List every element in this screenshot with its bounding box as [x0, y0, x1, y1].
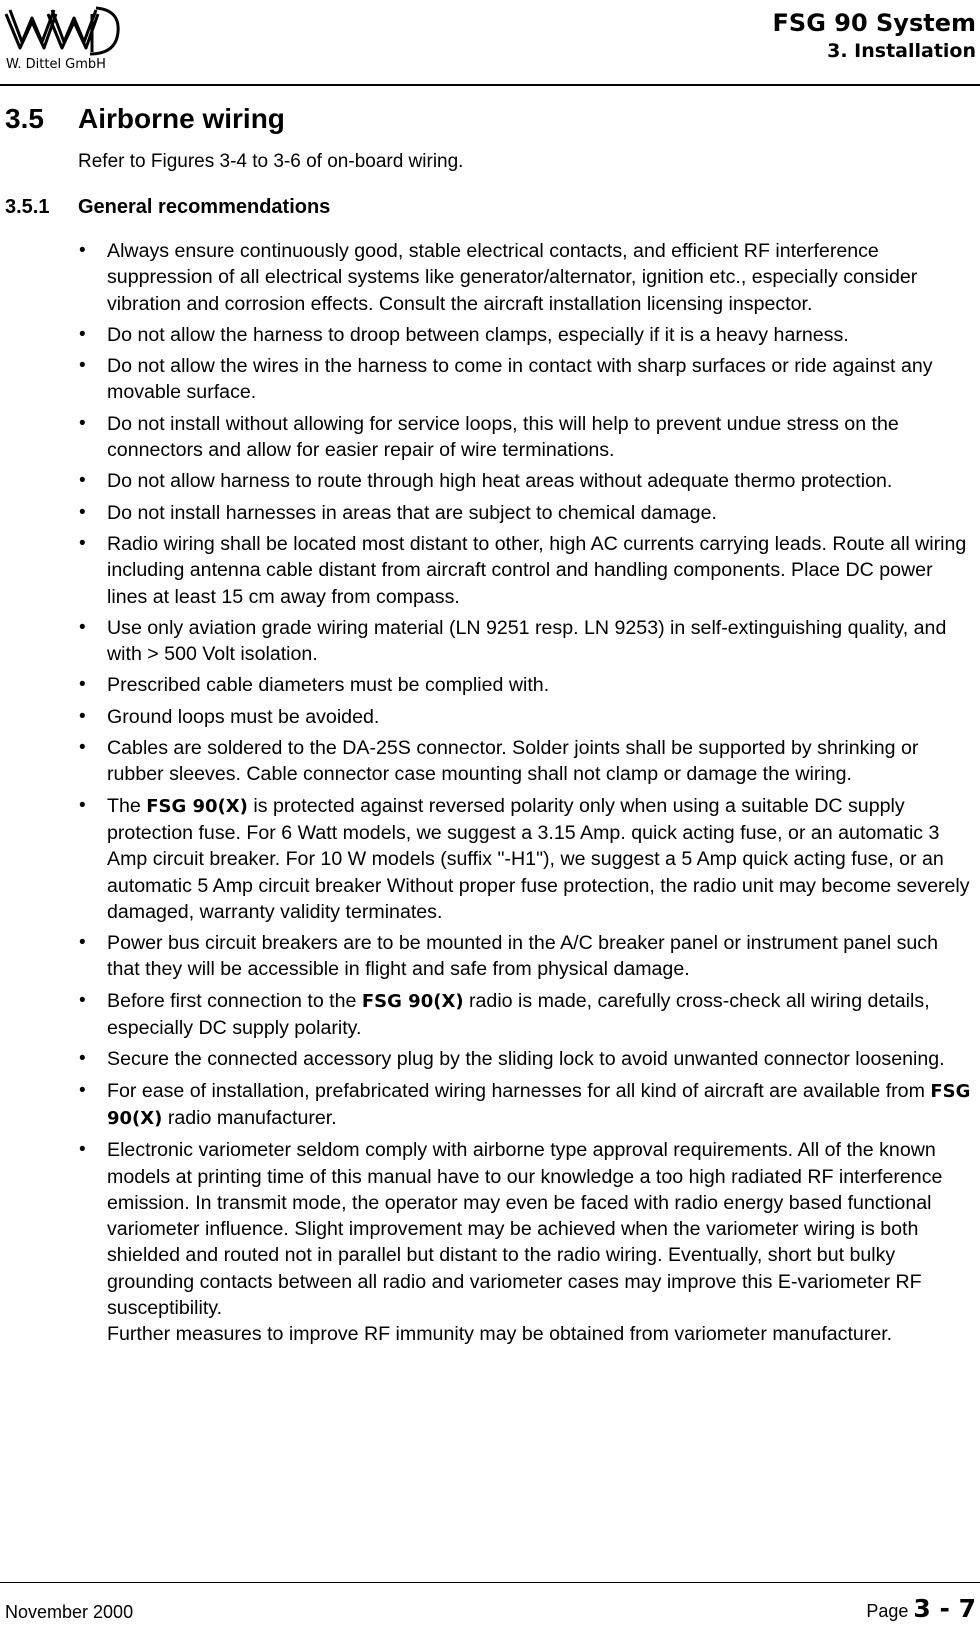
- brand-name: FSG 90(X): [107, 1080, 971, 1129]
- brand-name: FSG 90(X): [361, 990, 464, 1012]
- list-item: • Do not install without allowing for service loops, this will help to prevent undue stress on the connectors and allow for easier repair of wire terminations.: [79, 412, 899, 462]
- recommendations-list: [0, 238, 980, 1353]
- bullet-icon: •: [79, 470, 86, 492]
- list-item: • The FSG 90(X) is protected against reversed polarity only when using a suitable DC supply protection fuse. For 6 Watt models, we suggest a 3.15 Amp. quick acting fuse, or an automatic 3 Amp circuit breaker. For 10 W models (suffix "-H1"), we suggest a 5 Amp quick acting fuse, or an automatic 5 Amp circuit breaker Without proper fuse protection, the radio unit may become severely damaged, warranty validity terminates.: [79, 794, 970, 923]
- header-block: [773, 8, 976, 64]
- list-item: • Power bus circuit breakers are to be mounted in the A/C breaker panel or instrument panel such that they will be accessible in flight and safe from physical damage.: [79, 932, 939, 981]
- list-item: • Do not allow the harness to droop between clamps, especially if it is a heavy harness.: [0, 322, 980, 348]
- page-label: Page: [866, 1601, 914, 1621]
- bullet-icon: •: [79, 1048, 86, 1070]
- bullet-icon: •: [79, 989, 86, 1011]
- page-number: 3 - 7: [913, 1594, 976, 1623]
- footer-page: [866, 1594, 976, 1623]
- bullet-icon: •: [79, 1139, 86, 1161]
- brand-name: FSG 90(X): [146, 795, 248, 817]
- section-title: Airborne wiring: [78, 103, 285, 134]
- document-title: FSG 90 System: [772, 9, 976, 37]
- subsection-title: General recommendations: [78, 196, 331, 218]
- company-name: W. Dittel GmbH: [6, 57, 106, 72]
- dittel-logo-icon: [4, 2, 122, 60]
- chapter-title: 3. Installation: [827, 40, 976, 62]
- bullet-icon: •: [79, 616, 86, 638]
- list-item: • Prescribed cable diameters must be complied with.: [0, 672, 980, 698]
- intro-text: Refer to Figures 3-4 to 3-6 of on-board wiring.: [78, 151, 464, 172]
- section-number: 3.5: [5, 103, 44, 134]
- footer-rule: [0, 1582, 980, 1583]
- bullet-icon: •: [79, 674, 86, 696]
- bullet-icon: •: [79, 532, 86, 554]
- list-item: • Before first connection to the FSG 90(X) radio is made, carefully cross-check all wiring details, especially DC supply polarity.: [79, 989, 930, 1040]
- list-item: • Secure the connected accessory plug by the sliding lock to avoid unwanted connector loosening.: [0, 1046, 980, 1072]
- bullet-icon: •: [79, 240, 86, 261]
- list-item: • Ground loops must be avoided.: [0, 704, 980, 730]
- bullet-icon: •: [79, 932, 86, 954]
- list-item: • Radio wiring shall be located most distant to other, high AC currents carrying leads. Route all wiring including antenna cable distant from aircraft control and handling components. Place DC power lines at least 15 cm away from compass.: [79, 532, 967, 608]
- list-item: • For ease of installation, prefabricated wiring harnesses for all kind of aircraft are available from FSG 90(X) radio manufacturer.: [79, 1079, 971, 1129]
- header-rule: [0, 84, 980, 86]
- bullet-icon: •: [79, 705, 86, 727]
- list-item: • Cables are soldered to the DA-25S connector. Solder joints shall be supported by shrinking or rubber sleeves. Cable connector case mounting shall not clamp or damage the wiring.: [79, 737, 919, 786]
- subsection-heading: [5, 196, 330, 219]
- list-item: • Electronic variometer seldom comply with airborne type approval requirements. All of the known models at printing time of this manual have to our knowledge a too high radiated RF interference emission. In transmit mode, the operator may even be faced with radio energy based functional variometer influence. Slight improvement may be achieved when the variometer wiring is both shielded and routed not in parallel but distant to the radio wiring. Eventually, short but bulky grounding contacts between all radio and variometer cases may improve this E-variometer RF susceptibility. Further measures to improve RF immunity may be obtained from variometer manufacturer.: [79, 1139, 943, 1346]
- bullet-icon: •: [79, 1079, 86, 1101]
- list-item: • Always ensure continuously good, stable electrical contacts, and efficient RF interference suppression of all electrical systems like generator/alternator, ignition etc., especially consider vibration and corrosion effects. Consult the aircraft installation licensing inspector.: [79, 240, 918, 315]
- bullet-icon: •: [79, 355, 86, 377]
- footer-date: November 2000: [5, 1602, 134, 1622]
- list-item: • Use only aviation grade wiring material (LN 9251 resp. LN 9253) in self-extinguishing quality, and with > 500 Volt isolation.: [79, 616, 947, 666]
- subsection-number: 3.5.1: [5, 196, 50, 218]
- list-item: • Do not install harnesses in areas that are subject to chemical damage.: [0, 500, 980, 526]
- list-item: • Do not allow the wires in the harness to come in contact with sharp surfaces or ride against any movable surface.: [79, 355, 933, 404]
- bullet-icon: •: [79, 501, 86, 523]
- bullet-icon: •: [79, 794, 86, 816]
- bullet-icon: •: [79, 412, 86, 434]
- bullet-icon: •: [79, 737, 86, 759]
- list-item: • Do not allow harness to route through high heat areas without adequate thermo protection.: [0, 468, 980, 494]
- section-heading: [5, 103, 285, 135]
- bullet-icon: •: [79, 323, 86, 345]
